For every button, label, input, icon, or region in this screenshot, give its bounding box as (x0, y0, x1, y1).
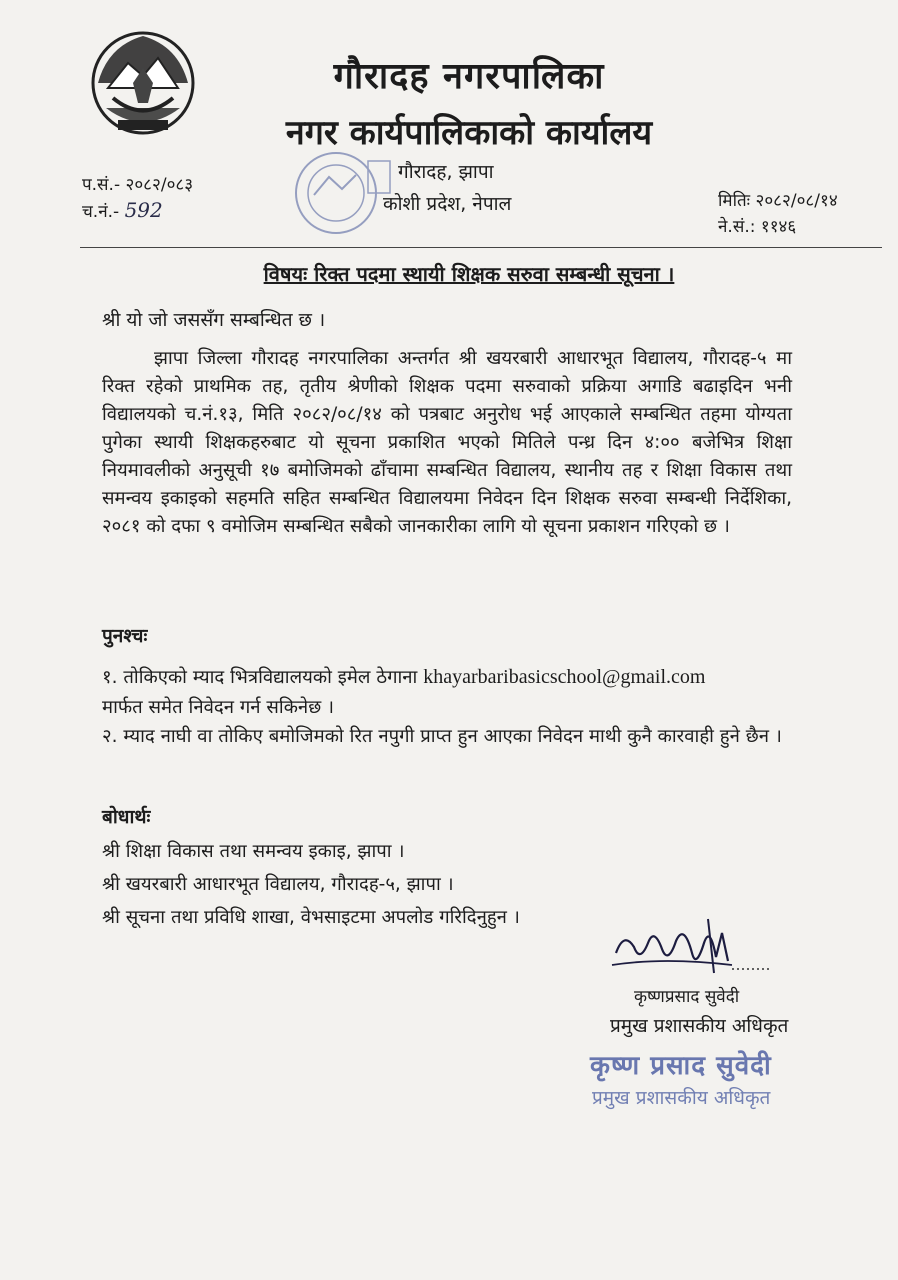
chalani-number: 592 (124, 198, 163, 222)
postscript-item-2: २. म्याद नाघी वा तोकिए बमोजिमको रित नपुगी प्राप्त हुन आएका निवेदन माथी कुनै कारवाही हुने छैन । (102, 726, 782, 747)
school-email: khayarbaribasicschool@gmail.com (423, 666, 706, 688)
office-name: नगर कार्यपालिकाको कार्यालय (285, 113, 653, 153)
bodharth-label: बोधार्थः (102, 806, 151, 828)
bodharth-item: श्री सूचना तथा प्रविधि शाखा, वेभसाइटमा अपलोड गरिदिनुहुन । (102, 907, 520, 928)
address-line-1: गौरादह, झापा (398, 161, 494, 183)
chalani-number-row (82, 198, 163, 222)
chalani-label: च.नं.- (82, 202, 120, 222)
bodharth-item: श्री शिक्षा विकास तथा समन्वय इकाइ, झापा । (102, 841, 405, 862)
handwritten-signature-icon (604, 913, 774, 985)
name-stamp: कृष्ण प्रसाद सुवेदी (590, 1051, 772, 1081)
signatory-name: कृष्णप्रसाद सुवेदी (634, 987, 740, 1007)
body-paragraph: झापा जिल्ला गौरादह नगरपालिका अन्तर्गत श्री खयरबारी आधारभूत विद्यालय, गौरादह-५ मा रिक्त रहेको प्राथमिक तह, तृतीय श्रेणीको शिक्षक पदमा सरुवाको प्रक्रिया अगाडि बढाइदिन भनी विद्यालयको च.नं.१३, मिति २०८२/०८/१४ को पत्रबाट अनुरोध भई आएकाले सम्बन्धित तहमा योग्यता पुगेका स्थायी शिक्षकहरुबाट यो सूचना प्रकाशित भएको मितिले पन्ध्र दिन ४:०० बजेभित्र शिक्षा नियमावलीको अनुसूची १७ बमोजिमको ढाँचामा सम्बन्धित विद्यालय, स्थानीय तह र शिक्षा विकास तथा समन्वय इकाइको सहमति सहित सम्बन्धित विद्यालयमा निवेदन दिन शिक्षक सरुवा सम्बन्धी निर्देशिका, २०८१ को दफा ९ वमोजिम सम्बन्धित सबैको जानकारीका लागि यो सूचना प्रकाशन गरिएको छ । (102, 348, 792, 537)
postscript-item-1-suffix: मार्फत समेत निवेदन गर्न सकिनेछ । (102, 697, 335, 718)
postscript-item-1 (102, 662, 792, 723)
subject-line (0, 260, 898, 287)
organization-name: गौरादह नगरपालिका (333, 56, 605, 97)
postscript-label: पुनश्चः (102, 625, 148, 647)
date: मितिः २०८२/०८/१४ (718, 191, 838, 211)
signatory-title: प्रमुख प्रशासकीय अधिकृत (610, 1015, 789, 1037)
address-line-2: कोशी प्रदेश, नेपाल (383, 193, 512, 215)
bodharth-item: श्री खयरबारी आधारभूत विद्यालय, गौरादह-५, झापा । (102, 874, 454, 895)
office-stamp-icon (284, 145, 396, 245)
salutation: श्री यो जो जससँग सम्बन्धित छ । (102, 309, 326, 331)
title-stamp: प्रमुख प्रशासकीय अधिकृत (592, 1087, 771, 1109)
patra-sankhya: प.सं.- २०८२/०८३ (82, 175, 194, 195)
header-divider (80, 247, 882, 248)
subject-text: विषयः रिक्त पदमा स्थायी शिक्षक सरुवा सम्बन्धी सूचना । (263, 262, 675, 286)
postscript-item-1-prefix: १. तोकिएको म्याद भित्रविद्यालयको इमेल ठेगाना (102, 667, 418, 688)
nepal-sambat: ने.सं.: ११४६ (718, 217, 797, 237)
